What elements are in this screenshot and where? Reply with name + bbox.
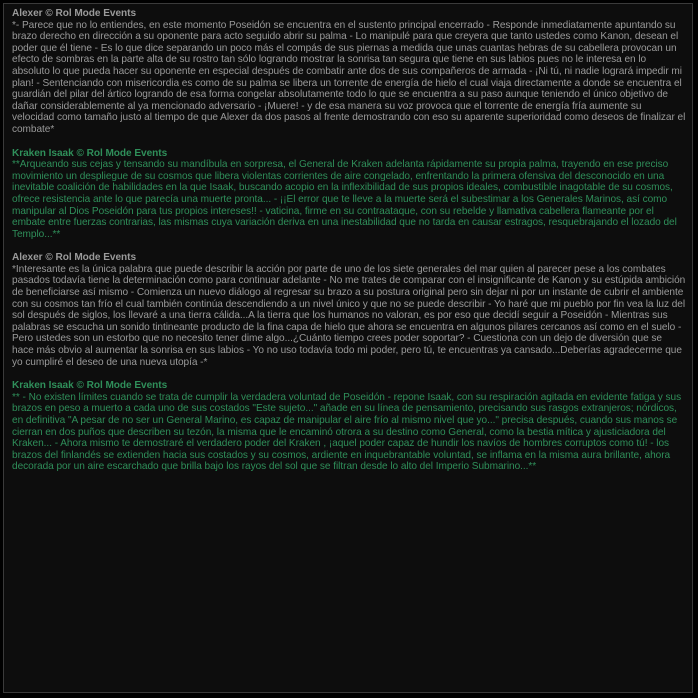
chat-post: [12, 380, 686, 473]
post-author: Alexer © Rol Mode Events: [12, 252, 137, 264]
post-author: Kraken Isaak © Rol Mode Events: [12, 147, 168, 159]
post-text: ** - No existen límites cuando se trata de cumplir la verdadera voluntad de Poseidón - repone Isaak, con su respiración agitada en evidente fatiga y sus brazos en peso a muerto a cada uno de sus costados "Este sujeto..." añade en su línea de pensamiento, precisando sus rasgos extranjeros; nórdicos, en definitiva "A pesar de no ser un General Marino, es capaz de manipular el aire frío al mismo nivel que yo..." precisa después, cuando sus manos se cierran en dos puños que describen su tezón, la misma que le encaminó otrora a su destino como General, como la bestia mítica y ajusticiadora del Kraken... - Ahora mismo te demostraré el verdadero poder del Kraken , ¡aquel poder capaz de hundir los navíos de hombres corruptos como tú! - los brazos del finlandés se extienden hacia sus costados y su cosmos, ardiente en inquebrantable voluntad, se inflama en la misma aura brillante, ahora decorada por un aire escarchado que brilla bajo los rayos del sol que se filtran desde lo alto del Imperio Submarino...**: [12, 391, 682, 473]
chat-post: [12, 252, 686, 368]
chat-post: [12, 8, 686, 136]
post-text: *- Parece que no lo entiendes, en este momento Poseidón se encuentra en el sustento principal encerrado - Responde inmediatamente apuntando su brazo derecho en dirección a su oponente para acto seguido abrir su palma - Lo manipulé para que creyera que tanto ustedes como Kanon, desean el poder que él tiene - Es lo que dice separando un poco más el compás de sus piernas a medida que unas cuantas hebras de su cabellera provocan un efecto de sombras en la parte alta de su rostro tan sólo logrando mostrar la sonrisa tan segura que tiene en sus labios pues no le interesa en lo absoluto lo que pueda hacer su oponente en especial después de combatir ante dos de sus compañeros de armada - ¡Ni tú, ni nadie logrará impedir mi plan! - Sentenciando con misericordia es como de su palma se libera un torrente de energía de hielo el cual viaja directamente a donde se encuentra el guardián del pilar del ártico logrando de esa forma congelar absolutamente todo lo que se encuentra a su paso aunque teniendo el único objetivo de dañar considerablemente al ya mencionado adversario - ¡Muere! - y de esa manera su voz provoca que el torrente de energía fría aumente su velocidad como tamaño justo al tiempo de que Alexer da dos pasos al frente demostrando con eso su aparente superioridad como deseos de finalizar el combate*: [12, 19, 686, 135]
post-author: Kraken Isaak © Rol Mode Events: [12, 380, 168, 392]
chat-log-panel: [3, 3, 693, 693]
post-author: Alexer © Rol Mode Events: [12, 8, 137, 19]
post-text: **Arqueando sus cejas y tensando su mandíbula en sorpresa, el General de Kraken adelanta rápidamente su propia palma, trayendo en ese preciso movimiento un despliegue de su cosmos que libera violentas corrientes de aire congelado, enfrentando la primera ofensiva del desconocido en una inevitable coalición de habilidades en la que Isaak, buscando acopio en la inflexibilidad de sus propios ideales, combustible inagotable de su cosmos, ofrece resistencia ante lo que parecía una muerte pronta... - ¡¡El error que te lleve a la muerte será el subestimar a los Generales Marinos, así como manipular al Dios Poseidón para tus propios intereses!! - vaticina, firme en su contraataque, con su rebelde y llamativa cabellera flameante por el embate entre fuerzas contrarias, las mismas cuya variación deriva en una inestabilidad que no tarda en causar estragos, resquebrajando el lozado del Templo...**: [12, 159, 677, 240]
chat-post: [12, 148, 686, 241]
post-text: *Interesante es la única palabra que puede describir la acción por parte de uno de los siete generales del mar quien al parecer pese a los combates pasados todavía tiene la determinación como para continuar adelante - No me trates de comparar con el insignificante de Kanon y su estúpida ambición de beneficiarse así mismo - Comienza un nuevo diálogo al regresar su brazo a su postura original pero sin dejar ni por un instante de cubrir el ambiente con su cosmos tan frío el cual también continúa descendiendo a un nivel único y que no se puede describir - Yo haré que mi pueblo por fin vea la luz del sol después de siglos, los llevaré a una tierra cálida...A la tierra que los humanos no valoran, es por eso que decidí seguir a Poseidón - Mientras sus palabras se escucha un sonido tintineante producto de la fina capa de hielo que ahora se encuentra en algunos pilares cercanos así como en el suelo - Pero ustedes son un estorbo que no necesito tener dime algo...¿Cuánto tiempo crees poder soportar? - Cuestiona con un dejo de diversión que se hace más obvio al aumentar la sonrisa en sus labios - Yo no uso todavía todo mi poder, pero tú, te encuentras ya cansado...Deberías agradecerme que yo cumpliré el deseo de una nueva utopía -*: [12, 263, 686, 368]
chat-log-content: [4, 4, 692, 473]
